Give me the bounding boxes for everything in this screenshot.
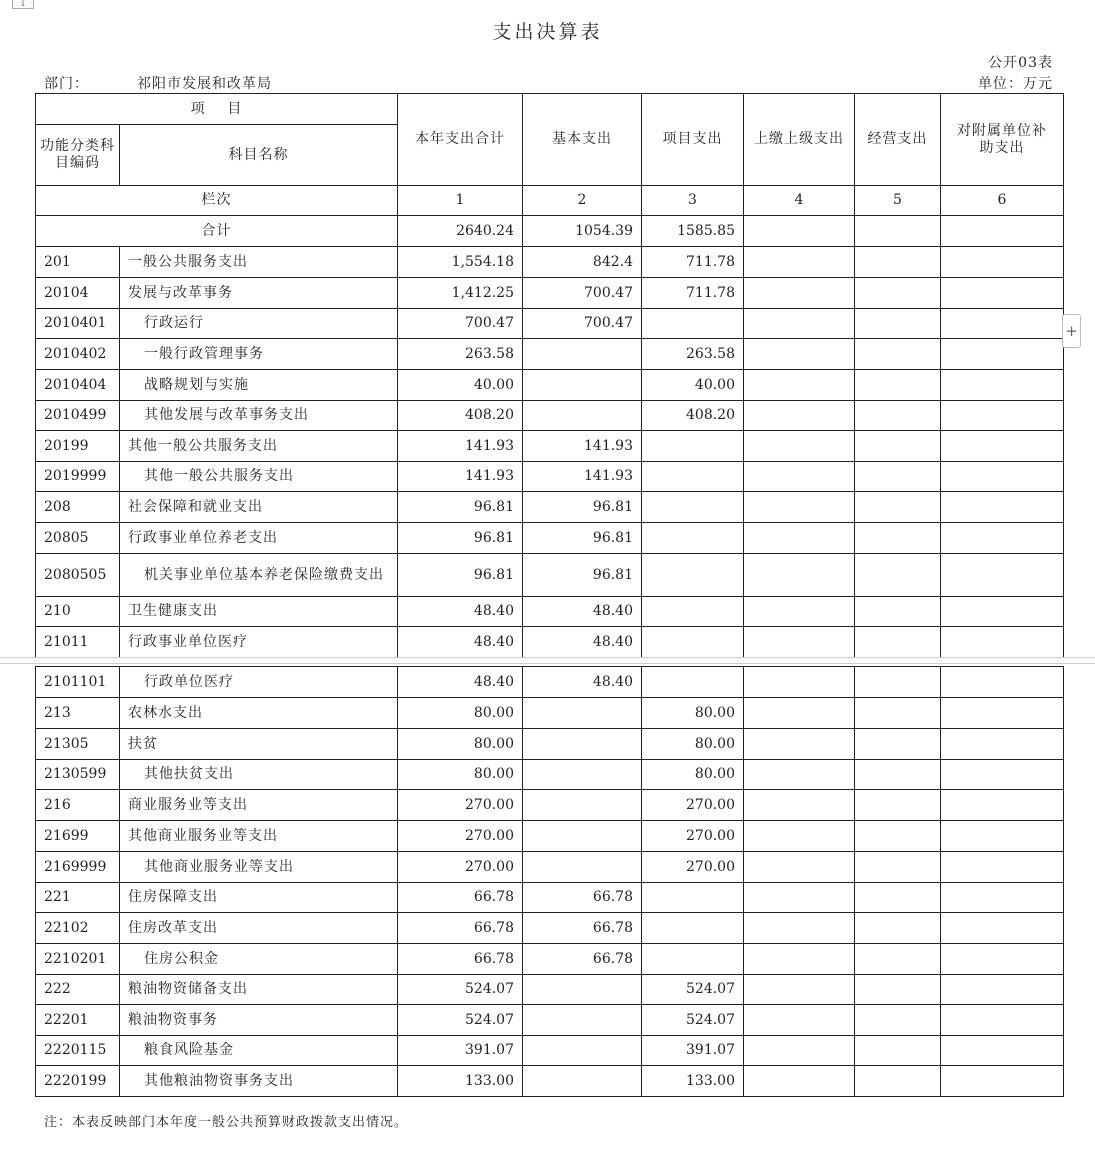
page-title: 支出决算表: [492, 21, 603, 43]
row-business: [855, 944, 941, 975]
row-code: 2010499: [36, 401, 120, 431]
row-project: [642, 309, 744, 339]
row-subsidy: [941, 1005, 1064, 1036]
row-basic: [523, 401, 642, 431]
row-upper: [744, 492, 855, 523]
row-total: 270.00: [398, 790, 523, 821]
row-business: [855, 278, 941, 309]
total-business: [855, 216, 941, 247]
table-row: [36, 554, 1064, 597]
row-basic: 141.93: [523, 431, 642, 462]
row-basic: [523, 760, 642, 790]
total-project: 1585.85: [642, 216, 744, 247]
row-name: 其他商业服务业等支出: [120, 821, 398, 852]
row-subsidy: [941, 627, 1064, 658]
row-code: 2130599: [36, 760, 120, 790]
add-row-icon[interactable]: +: [1062, 314, 1081, 348]
row-project: [642, 627, 744, 658]
table-row: [36, 247, 1064, 278]
department-label: 部门：: [44, 76, 89, 92]
row-name: 战略规划与实施: [120, 370, 398, 401]
row-code: 210: [36, 597, 120, 627]
row-subsidy: [941, 698, 1064, 729]
row-total: 700.47: [398, 309, 523, 339]
table-row: [36, 1005, 1064, 1036]
row-subsidy: [941, 492, 1064, 523]
table-row: [36, 339, 1064, 370]
row-upper: [744, 975, 855, 1005]
row-project: 263.58: [642, 339, 744, 370]
row-business: [855, 492, 941, 523]
row-project: [642, 492, 744, 523]
row-basic: [523, 729, 642, 760]
row-project: 391.07: [642, 1036, 744, 1066]
header-name: 科目名称: [120, 125, 398, 186]
row-project: 524.07: [642, 1005, 744, 1036]
row-project: 524.07: [642, 975, 744, 1005]
row-upper: [744, 247, 855, 278]
row-subsidy: [941, 1066, 1064, 1097]
row-business: [855, 431, 941, 462]
row-business: [855, 1036, 941, 1066]
row-total: 270.00: [398, 821, 523, 852]
column-number-4: 4: [744, 186, 855, 216]
row-business: [855, 1066, 941, 1097]
row-subsidy: [941, 790, 1064, 821]
row-business: [855, 698, 941, 729]
row-code: 2101101: [36, 667, 120, 698]
row-project: 270.00: [642, 790, 744, 821]
row-basic: 66.78: [523, 883, 642, 913]
table-row: [36, 431, 1064, 462]
row-total: 80.00: [398, 760, 523, 790]
total-label: 合计: [36, 216, 398, 247]
table-row: [36, 492, 1064, 523]
row-basic: 48.40: [523, 627, 642, 658]
row-project: [642, 883, 744, 913]
row-project: 711.78: [642, 278, 744, 309]
table-row: [36, 821, 1064, 852]
row-project: 80.00: [642, 698, 744, 729]
row-upper: [744, 431, 855, 462]
row-total: 133.00: [398, 1066, 523, 1097]
row-total: 141.93: [398, 462, 523, 492]
row-code: 221: [36, 883, 120, 913]
row-basic: [523, 1005, 642, 1036]
row-subsidy: [941, 821, 1064, 852]
row-code: 2220199: [36, 1066, 120, 1097]
row-basic: 141.93: [523, 462, 642, 492]
row-business: [855, 729, 941, 760]
row-business: [855, 627, 941, 658]
row-code: 20104: [36, 278, 120, 309]
row-upper: [744, 821, 855, 852]
row-project: [642, 523, 744, 554]
row-business: [855, 883, 941, 913]
expense-table-page-2: [35, 666, 1064, 1097]
row-total: 48.40: [398, 667, 523, 698]
row-name: 发展与改革事务: [120, 278, 398, 309]
total-row: [36, 216, 1064, 247]
total-subsidy: [941, 216, 1064, 247]
row-subsidy: [941, 278, 1064, 309]
table-row: [36, 975, 1064, 1005]
row-basic: 842.4: [523, 247, 642, 278]
row-name: 其他商业服务业等支出: [120, 852, 398, 883]
row-name: 行政事业单位养老支出: [120, 523, 398, 554]
row-basic: [523, 339, 642, 370]
table-row: [36, 627, 1064, 658]
row-project: 40.00: [642, 370, 744, 401]
row-subsidy: [941, 431, 1064, 462]
row-business: [855, 597, 941, 627]
row-basic: [523, 1036, 642, 1066]
header-basic: 基本支出: [523, 94, 642, 186]
table-row: [36, 1036, 1064, 1066]
row-total: 48.40: [398, 597, 523, 627]
row-code: 2010401: [36, 309, 120, 339]
row-project: [642, 431, 744, 462]
row-code: 216: [36, 790, 120, 821]
header-subsidy: 对附属单位补助支出: [941, 94, 1064, 186]
row-upper: [744, 944, 855, 975]
unit-label: 单位：万元: [978, 76, 1053, 92]
column-number-5: 5: [855, 186, 941, 216]
row-total: 391.07: [398, 1036, 523, 1066]
row-name: 机关事业单位基本养老保险缴费支出: [120, 554, 398, 597]
row-upper: [744, 401, 855, 431]
row-subsidy: [941, 401, 1064, 431]
department-line: [44, 73, 272, 93]
table-row: [36, 760, 1064, 790]
row-subsidy: [941, 852, 1064, 883]
row-basic: [523, 975, 642, 1005]
row-upper: [744, 462, 855, 492]
row-basic: 96.81: [523, 492, 642, 523]
row-basic: 66.78: [523, 913, 642, 944]
column-number-3: 3: [642, 186, 744, 216]
table-row: [36, 278, 1064, 309]
row-code: 2019999: [36, 462, 120, 492]
row-project: 711.78: [642, 247, 744, 278]
row-basic: 48.40: [523, 667, 642, 698]
row-basic: 700.47: [523, 309, 642, 339]
table-row: [36, 462, 1064, 492]
column-number-row: [36, 186, 1064, 216]
row-total: 96.81: [398, 554, 523, 597]
page-break: [0, 657, 1095, 664]
row-upper: [744, 627, 855, 658]
row-upper: [744, 790, 855, 821]
row-upper: [744, 883, 855, 913]
row-upper: [744, 523, 855, 554]
row-upper: [744, 698, 855, 729]
table-row: [36, 667, 1064, 698]
table-row: [36, 790, 1064, 821]
row-upper: [744, 339, 855, 370]
table-row: [36, 883, 1064, 913]
row-total: 80.00: [398, 729, 523, 760]
row-code: 2220115: [36, 1036, 120, 1066]
row-name: 其他一般公共服务支出: [120, 431, 398, 462]
row-code: 21305: [36, 729, 120, 760]
row-upper: [744, 852, 855, 883]
row-upper: [744, 1036, 855, 1066]
table-row: [36, 729, 1064, 760]
row-total: 40.00: [398, 370, 523, 401]
row-subsidy: [941, 370, 1064, 401]
row-subsidy: [941, 944, 1064, 975]
table-row: [36, 309, 1064, 339]
row-name: 行政单位医疗: [120, 667, 398, 698]
row-project: 80.00: [642, 760, 744, 790]
row-total: 263.58: [398, 339, 523, 370]
row-name: 住房保障支出: [120, 883, 398, 913]
row-subsidy: [941, 247, 1064, 278]
row-name: 卫生健康支出: [120, 597, 398, 627]
row-code: 21699: [36, 821, 120, 852]
row-code: 20805: [36, 523, 120, 554]
row-subsidy: [941, 667, 1064, 698]
row-project: 270.00: [642, 852, 744, 883]
header-business: 经营支出: [855, 94, 941, 186]
row-subsidy: [941, 309, 1064, 339]
row-total: 270.00: [398, 852, 523, 883]
row-code: 208: [36, 492, 120, 523]
table-note: 注：本表反映部门本年度一般公共预算财政拨款支出情况。: [44, 1115, 409, 1130]
row-total: 80.00: [398, 698, 523, 729]
table-row: [36, 523, 1064, 554]
row-total: 141.93: [398, 431, 523, 462]
row-code: 2169999: [36, 852, 120, 883]
row-name: 社会保障和就业支出: [120, 492, 398, 523]
row-business: [855, 821, 941, 852]
row-subsidy: [941, 339, 1064, 370]
row-name: 农林水支出: [120, 698, 398, 729]
row-name: 其他粮油物资事务支出: [120, 1066, 398, 1097]
row-project: [642, 554, 744, 597]
row-basic: [523, 852, 642, 883]
row-total: 66.78: [398, 913, 523, 944]
row-code: 2010402: [36, 339, 120, 370]
row-total: 1,412.25: [398, 278, 523, 309]
row-upper: [744, 278, 855, 309]
row-subsidy: [941, 883, 1064, 913]
row-basic: [523, 370, 642, 401]
header-upper: 上缴上级支出: [744, 94, 855, 186]
header-item: 项 目: [36, 94, 398, 125]
row-project: 408.20: [642, 401, 744, 431]
row-total: 1,554.18: [398, 247, 523, 278]
table-row: [36, 913, 1064, 944]
row-upper: [744, 913, 855, 944]
row-upper: [744, 667, 855, 698]
row-total: 66.78: [398, 883, 523, 913]
total-basic: 1054.39: [523, 216, 642, 247]
row-name: 住房改革支出: [120, 913, 398, 944]
row-total: 524.07: [398, 975, 523, 1005]
total-upper: [744, 216, 855, 247]
row-total: 96.81: [398, 492, 523, 523]
row-subsidy: [941, 462, 1064, 492]
row-business: [855, 852, 941, 883]
expense-table-page-1: [35, 93, 1064, 658]
row-basic: [523, 1066, 642, 1097]
row-name: 粮食风险基金: [120, 1036, 398, 1066]
table-row: [36, 401, 1064, 431]
row-project: [642, 667, 744, 698]
row-upper: [744, 370, 855, 401]
row-code: 213: [36, 698, 120, 729]
row-upper: [744, 729, 855, 760]
row-name: 粮油物资储备支出: [120, 975, 398, 1005]
row-basic: [523, 821, 642, 852]
row-business: [855, 523, 941, 554]
row-upper: [744, 760, 855, 790]
row-name: 一般行政管理事务: [120, 339, 398, 370]
row-name: 住房公积金: [120, 944, 398, 975]
column-number-2: 2: [523, 186, 642, 216]
row-upper: [744, 309, 855, 339]
row-subsidy: [941, 729, 1064, 760]
row-basic: [523, 790, 642, 821]
row-code: 201: [36, 247, 120, 278]
header-project: 项目支出: [642, 94, 744, 186]
row-business: [855, 309, 941, 339]
row-code: 20199: [36, 431, 120, 462]
row-basic: 96.81: [523, 554, 642, 597]
row-basic: [523, 698, 642, 729]
row-basic: 48.40: [523, 597, 642, 627]
row-business: [855, 913, 941, 944]
row-name: 商业服务业等支出: [120, 790, 398, 821]
row-name: 扶贫: [120, 729, 398, 760]
department-value: 祁阳市发展和改革局: [137, 76, 272, 92]
row-business: [855, 790, 941, 821]
header-total: 本年支出合计: [398, 94, 523, 186]
row-subsidy: [941, 760, 1064, 790]
row-name: 其他发展与改革事务支出: [120, 401, 398, 431]
row-project: 133.00: [642, 1066, 744, 1097]
header-code: 功能分类科目编码: [36, 125, 120, 186]
row-total: 96.81: [398, 523, 523, 554]
column-number-label: 栏次: [36, 186, 398, 216]
row-subsidy: [941, 523, 1064, 554]
row-subsidy: [941, 554, 1064, 597]
row-business: [855, 401, 941, 431]
column-number-6: 6: [941, 186, 1064, 216]
row-business: [855, 370, 941, 401]
total-total: 2640.24: [398, 216, 523, 247]
row-subsidy: [941, 1036, 1064, 1066]
row-subsidy: [941, 975, 1064, 1005]
row-upper: [744, 554, 855, 597]
row-name: 其他扶贫支出: [120, 760, 398, 790]
table-row: [36, 370, 1064, 401]
row-total: 524.07: [398, 1005, 523, 1036]
row-code: 2080505: [36, 554, 120, 597]
table-row: [36, 597, 1064, 627]
row-business: [855, 667, 941, 698]
table-row: [36, 698, 1064, 729]
row-project: [642, 913, 744, 944]
row-business: [855, 339, 941, 370]
row-business: [855, 975, 941, 1005]
row-total: 48.40: [398, 627, 523, 658]
row-upper: [744, 597, 855, 627]
row-business: [855, 247, 941, 278]
form-number: 公开03表: [988, 55, 1053, 71]
row-name: 一般公共服务支出: [120, 247, 398, 278]
row-basic: 66.78: [523, 944, 642, 975]
row-subsidy: [941, 913, 1064, 944]
row-total: 66.78: [398, 944, 523, 975]
table-row: [36, 1066, 1064, 1097]
row-upper: [744, 1066, 855, 1097]
row-code: 22201: [36, 1005, 120, 1036]
row-code: 22102: [36, 913, 120, 944]
row-name: 粮油物资事务: [120, 1005, 398, 1036]
row-name: 行政事业单位医疗: [120, 627, 398, 658]
row-business: [855, 554, 941, 597]
row-subsidy: [941, 597, 1064, 627]
row-name: 其他一般公共服务支出: [120, 462, 398, 492]
row-project: [642, 597, 744, 627]
row-code: 222: [36, 975, 120, 1005]
row-name: 行政运行: [120, 309, 398, 339]
row-project: [642, 462, 744, 492]
row-upper: [744, 1005, 855, 1036]
column-number-1: 1: [398, 186, 523, 216]
row-code: 2210201: [36, 944, 120, 975]
row-total: 408.20: [398, 401, 523, 431]
row-basic: 96.81: [523, 523, 642, 554]
table-move-handle[interactable]: ↓: [12, 0, 34, 9]
row-code: 21011: [36, 627, 120, 658]
row-business: [855, 760, 941, 790]
row-business: [855, 462, 941, 492]
table-row: [36, 944, 1064, 975]
row-code: 2010404: [36, 370, 120, 401]
table-row: [36, 852, 1064, 883]
row-project: 270.00: [642, 821, 744, 852]
row-project: 80.00: [642, 729, 744, 760]
row-basic: 700.47: [523, 278, 642, 309]
row-business: [855, 1005, 941, 1036]
row-project: [642, 944, 744, 975]
